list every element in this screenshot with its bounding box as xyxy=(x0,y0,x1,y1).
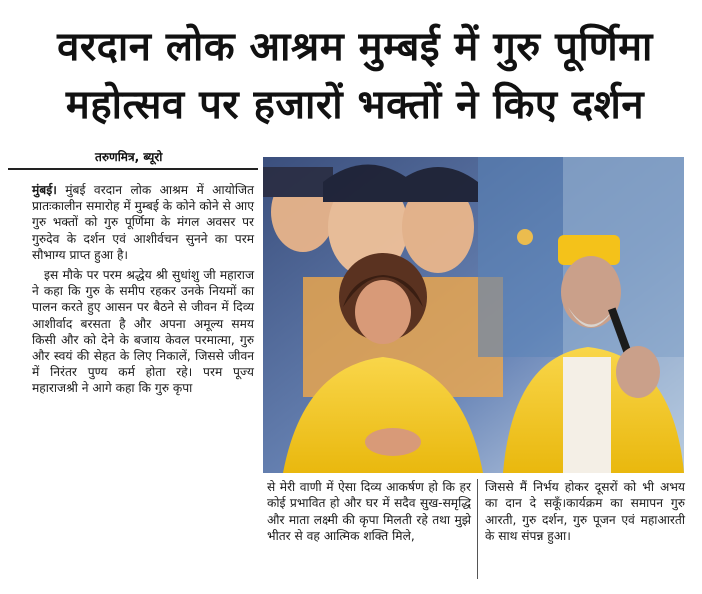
paragraph-1 xyxy=(32,182,254,263)
article-column-3: जिससे मैं निर्भय होकर दूसरों को भी अभय का दान दे सकूँ।कार्यक्रम का समापन गुरु आरती, गुरु दर्शन, गुरु पूजन एवं महाआरती के साथ संपन्न हुआ। xyxy=(485,480,685,544)
paragraph-2: इस मौके पर परम श्रद्धेय श्री सुधांशु जी महाराज ने कहा कि गुरु के समीप रहकर उनके नियमों का पालन करते हुए आसन पर बैठने से जीवन में दिव्य आशीर्वाद बरसता है और अपना अमूल्य समय किसी और को देने के बजाय केवल परमात्मा, गुरु और स्वयं की सेहत के लिए निकालें, जिससे जीवन में निरंतर पुण्य कर्म होता रहे। परम पूज्य महाराजश्री ने आगे कहा कि गुरु कृपा xyxy=(32,268,254,396)
paragraph-1-text: मुंबई वरदान लोक आश्रम में आयोजित प्रातःकालीन समारोह में मुम्बई के कोने कोने से आए गुरु भक्तों को गुरु पूर्णिमा के मंगल अवसर पर गुरुदेव के दर्शन एवं आशीर्वचन सुनने का परम सौभाग्य प्राप्त हुआ है। xyxy=(32,183,254,262)
byline-rule xyxy=(8,168,258,170)
headline-line-2: महोत्सव पर हजारों भक्तों ने किए दर्शन xyxy=(65,82,645,128)
headline xyxy=(30,18,680,134)
article-column-1 xyxy=(32,182,254,397)
headline-line-1: वरदान लोक आश्रम मुम्बई में गुरु पूर्णिमा xyxy=(57,24,653,70)
dateline: मुंबई। xyxy=(32,183,57,197)
article-column-2: से मेरी वाणी में ऐसा दिव्य आकर्षण हो कि हर कोई प्रभावित हो और घर में सदैव सुख-समृद्धि और माता लक्ष्मी की कृपा मिलती रहे तथा मुझे भीतर से वह आत्मिक शक्ति मिले, xyxy=(267,480,471,544)
column-divider xyxy=(477,479,478,579)
byline: तरुणमित्र, ब्यूरो xyxy=(95,150,163,164)
article-photo xyxy=(263,157,684,473)
